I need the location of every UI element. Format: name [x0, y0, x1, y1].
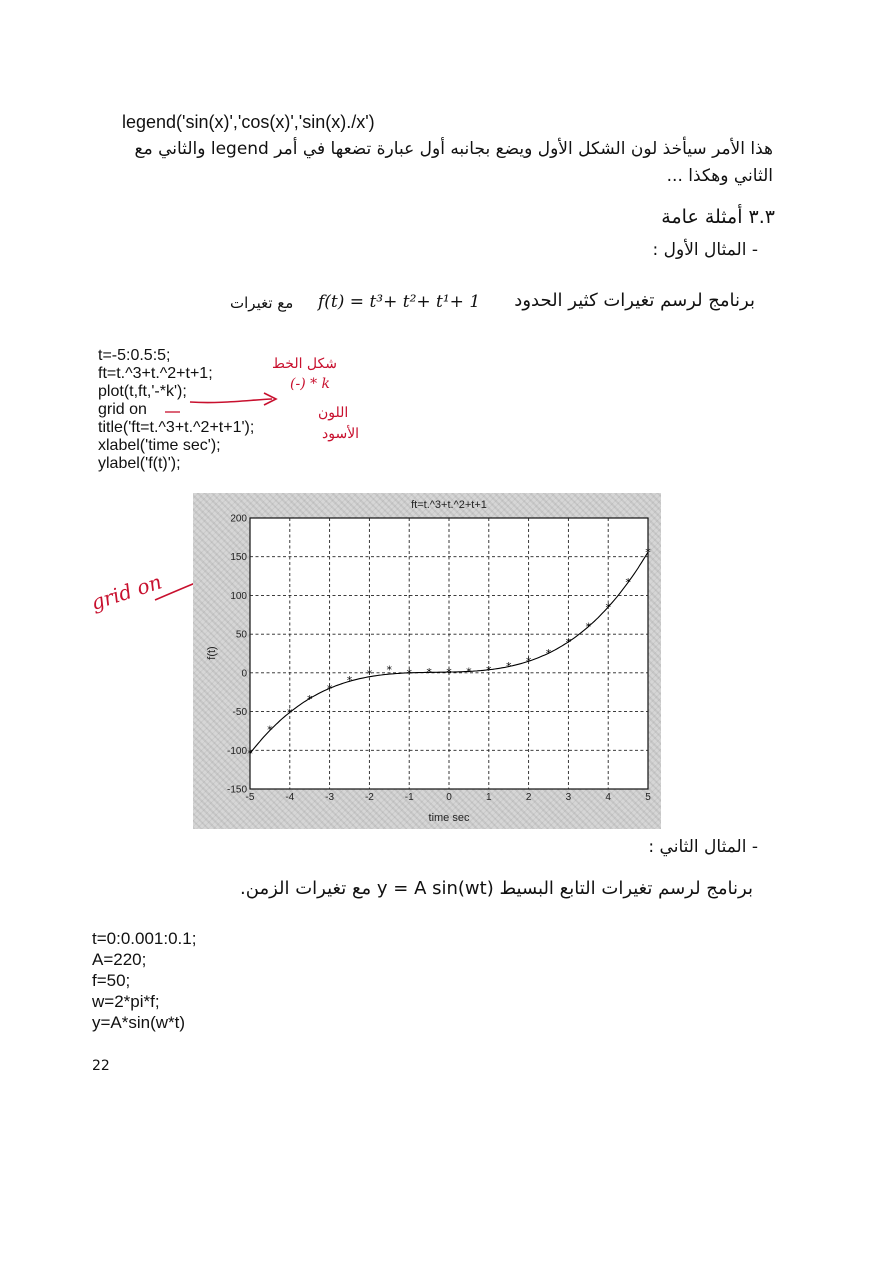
- code-line: f=50;: [92, 971, 131, 990]
- code-line: ft=t.^3+t.^2+t+1;: [98, 365, 213, 382]
- plot-title: ft=t.^3+t.^2+t+1: [411, 499, 487, 511]
- x-tick-label: -5: [245, 792, 255, 803]
- x-tick-label: 5: [645, 792, 651, 803]
- data-point-marker: *: [525, 655, 532, 669]
- data-point-marker: *: [446, 666, 452, 680]
- data-point-marker: *: [466, 665, 472, 679]
- data-point-marker: *: [505, 659, 512, 673]
- plot-xlabel: time sec: [428, 812, 470, 824]
- y-tick-label: 50: [235, 629, 247, 641]
- data-point-marker: *: [486, 663, 492, 677]
- data-point-marker: *: [326, 682, 333, 696]
- y-tick-label: -50: [232, 707, 247, 719]
- x-tick-label: -3: [325, 792, 335, 803]
- data-point-marker: *: [346, 673, 353, 687]
- data-point-marker: *: [565, 635, 572, 649]
- example1-desc-arabic: برنامج لرسم تغيرات كثير الحدود: [514, 290, 755, 311]
- data-point-marker: *: [306, 693, 313, 707]
- data-point-marker: *: [406, 666, 412, 680]
- legend-command: legend('sin(x)','cos(x)','sin(x)./x'): [122, 112, 375, 132]
- section-title: ٣.٣ أمثلة عامة: [661, 206, 775, 228]
- data-point-marker: *: [386, 663, 393, 677]
- plot-figure: [193, 493, 661, 829]
- data-point-marker: *: [585, 620, 592, 634]
- x-tick-label: 0: [446, 792, 452, 803]
- legend-explanation-line1: هذا الأمر سيأخذ لون الشكل الأول ويضع بجانبه أول عبارة تضعها في أمر legend والثاني مع: [134, 139, 773, 159]
- annotation-grid-on: grid on: [88, 569, 165, 615]
- x-tick-label: 3: [565, 792, 572, 803]
- example2-code: [92, 928, 196, 1033]
- example2-description: برنامج لرسم تغيرات التابع البسيط y = A sin(wt) مع تغيرات الزمن.: [240, 878, 753, 899]
- data-point-marker: *: [267, 723, 273, 737]
- y-tick-label: -100: [226, 745, 247, 757]
- y-tick-label: 150: [230, 552, 247, 564]
- example1-formula: f(t) = t³+ t²+ t¹+ 1: [318, 292, 481, 312]
- x-tick-label: -4: [285, 792, 295, 803]
- x-tick-label: 4: [605, 792, 611, 803]
- plot-ylabel: f(t): [206, 646, 218, 660]
- y-tick-label: 100: [230, 590, 247, 602]
- code-line: title('ft=t.^3+t.^2+t+1');: [98, 419, 255, 436]
- code-line: grid on: [98, 401, 147, 418]
- legend-explanation-line2: الثاني وهكذا ...: [666, 166, 773, 186]
- code-line: t=-5:0.5:5;: [98, 347, 171, 364]
- data-point-marker: *: [625, 576, 631, 590]
- x-tick-label: 2: [525, 792, 532, 803]
- page-number: 22: [92, 1058, 110, 1074]
- x-tick-label: -1: [404, 792, 414, 803]
- code-line: y=A*sin(w*t): [92, 1013, 186, 1032]
- code-line: plot(t,ft,'-*k');: [98, 383, 187, 400]
- annotation-marker-symbols: (-) * k: [290, 376, 331, 392]
- data-point-marker: *: [426, 666, 432, 680]
- x-tick-label: 1: [486, 792, 492, 803]
- x-tick-label: -2: [364, 792, 374, 803]
- data-point-marker: *: [287, 706, 293, 720]
- plot-svg: [193, 493, 661, 829]
- data-point-marker: *: [645, 546, 651, 560]
- example1-desc-suffix: مع تغيرات: [230, 294, 294, 312]
- y-tick-label: 200: [230, 513, 247, 525]
- annotation-marker-style: شكل الخط: [272, 356, 337, 372]
- code-line: ylabel('f(t)');: [98, 455, 181, 472]
- code-line: xlabel('time sec');: [98, 437, 221, 454]
- code-line: w=2*pi*f;: [92, 992, 160, 1011]
- code-line: A=220;: [92, 950, 147, 969]
- annotation-color: اللون: [318, 405, 349, 421]
- data-point-marker: *: [247, 747, 253, 761]
- data-point-marker: *: [605, 601, 611, 615]
- data-point-marker: *: [545, 647, 552, 661]
- y-tick-label: -150: [226, 784, 247, 796]
- data-point-marker: *: [366, 667, 373, 681]
- code-line: t=0:0.001:0.1;: [92, 929, 197, 948]
- y-tick-label: 0: [241, 668, 247, 680]
- example2-heading: - المثال الثاني :: [648, 837, 758, 857]
- annotation-color-black: الأسود: [322, 426, 360, 442]
- example1-heading: - المثال الأول :: [652, 240, 758, 260]
